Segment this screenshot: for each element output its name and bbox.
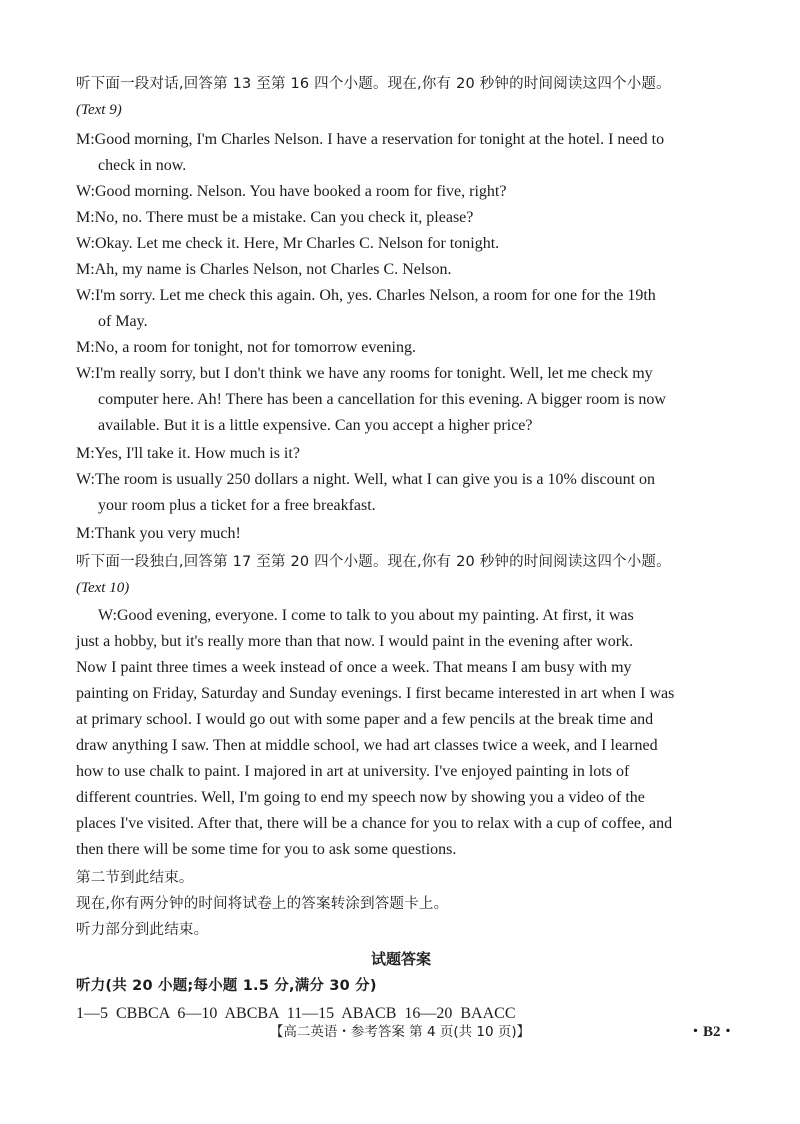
- monologue-line-3: Now I paint three times a week instead of once a week. That means I am busy with my: [76, 659, 632, 676]
- monologue-line-1: W:Good evening, everyone. I come to talk to you about my painting. At first, it was: [98, 607, 634, 624]
- text9-label: (Text 9): [76, 102, 122, 118]
- dialogue-line-4: W:Okay. Let me check it. Here, Mr Charles C. Nelson for tonight.: [76, 235, 500, 252]
- monologue-line-2: just a hobby, but it's really more than that now. I would paint in the evening after work.: [76, 633, 634, 650]
- dialogue-line-10-cont: your room plus a ticket for a free breakfast.: [98, 497, 376, 514]
- dialogue-line-1-cont: check in now.: [98, 157, 187, 174]
- dialogue-line-8: W:I'm really sorry, but I don't think we have any rooms for tonight. Well, let me check my: [76, 365, 653, 382]
- dialogue-line-2: W:Good morning. Nelson. You have booked a room for five, right?: [76, 183, 507, 200]
- closing-line-3: 听力部分到此结束。: [76, 922, 209, 938]
- monologue-line-6: draw anything I saw. Then at middle school, we had art classes twice a week, and I learned: [76, 737, 658, 754]
- monologue-line-7: how to use chalk to paint. I majored in art at university. I've enjoyed painting in lots of: [76, 763, 630, 780]
- page-footer: 【高二英语・参考答案 第 4 页(共 10 页)】: [269, 1024, 531, 1040]
- dialogue-line-9: M:Yes, I'll take it. How much is it?: [76, 445, 300, 462]
- dialogue-line-6-cont: of May.: [98, 313, 148, 330]
- section2-instruction: 听下面一段独白,回答第 17 至第 20 四个小题。现在,你有 20 秒钟的时间阅读这四个小题。: [76, 554, 671, 570]
- answers-line: 1—5 CBBCA 6—10 ABCBA 11—15 ABACB 16—20 BAACC: [76, 1005, 516, 1022]
- section1-instruction: 听下面一段对话,回答第 13 至第 16 四个小题。现在,你有 20 秒钟的时间阅读这四个小题。: [76, 76, 671, 92]
- closing-line-2: 现在,你有两分钟的时间将试卷上的答案转涂到答题卡上。: [76, 896, 449, 912]
- closing-line-1: 第二节到此结束。: [76, 870, 194, 886]
- dialogue-line-5: M:Ah, my name is Charles Nelson, not Charles C. Nelson.: [76, 261, 452, 278]
- dialogue-line-1: M:Good morning, I'm Charles Nelson. I have a reservation for tonight at the hotel. I need to: [76, 131, 665, 148]
- monologue-line-5: at primary school. I would go out with some paper and a few pencils at the break time and: [76, 711, 654, 728]
- answers-heading: 听力(共 20 小题;每小题 1.5 分,满分 30 分): [76, 978, 377, 994]
- monologue-line-4: painting on Friday, Saturday and Sunday evenings. I first became interested in art when I was: [76, 685, 675, 702]
- answers-title: 试题答案: [370, 950, 431, 968]
- dialogue-line-8-cont2: available. But it is a little expensive. Can you accept a higher price?: [98, 417, 533, 434]
- dialogue-line-6: W:I'm sorry. Let me check this again. Oh, yes. Charles Nelson, a room for one for the 19th: [76, 287, 656, 304]
- dialogue-line-7: M:No, a room for tonight, not for tomorrow evening.: [76, 339, 416, 356]
- monologue-line-8: different countries. Well, I'm going to end my speech now by showing you a video of the: [76, 789, 645, 806]
- dialogue-line-11: M:Thank you very much!: [76, 525, 241, 542]
- text10-label: (Text 10): [76, 580, 130, 596]
- dialogue-line-10: W:The room is usually 250 dollars a night. Well, what I can give you is a 10% discount on: [76, 471, 656, 488]
- monologue-line-10: then there will be some time for you to ask some questions.: [76, 841, 457, 858]
- page-code: ・B2・: [688, 1024, 736, 1040]
- dialogue-line-8-cont: computer here. Ah! There has been a cancellation for this evening. A bigger room is now: [98, 391, 666, 408]
- monologue-line-9: places I've visited. After that, there will be a chance for you to relax with a cup of coffee, and: [76, 815, 673, 832]
- dialogue-line-3: M:No, no. There must be a mistake. Can you check it, please?: [76, 209, 474, 226]
